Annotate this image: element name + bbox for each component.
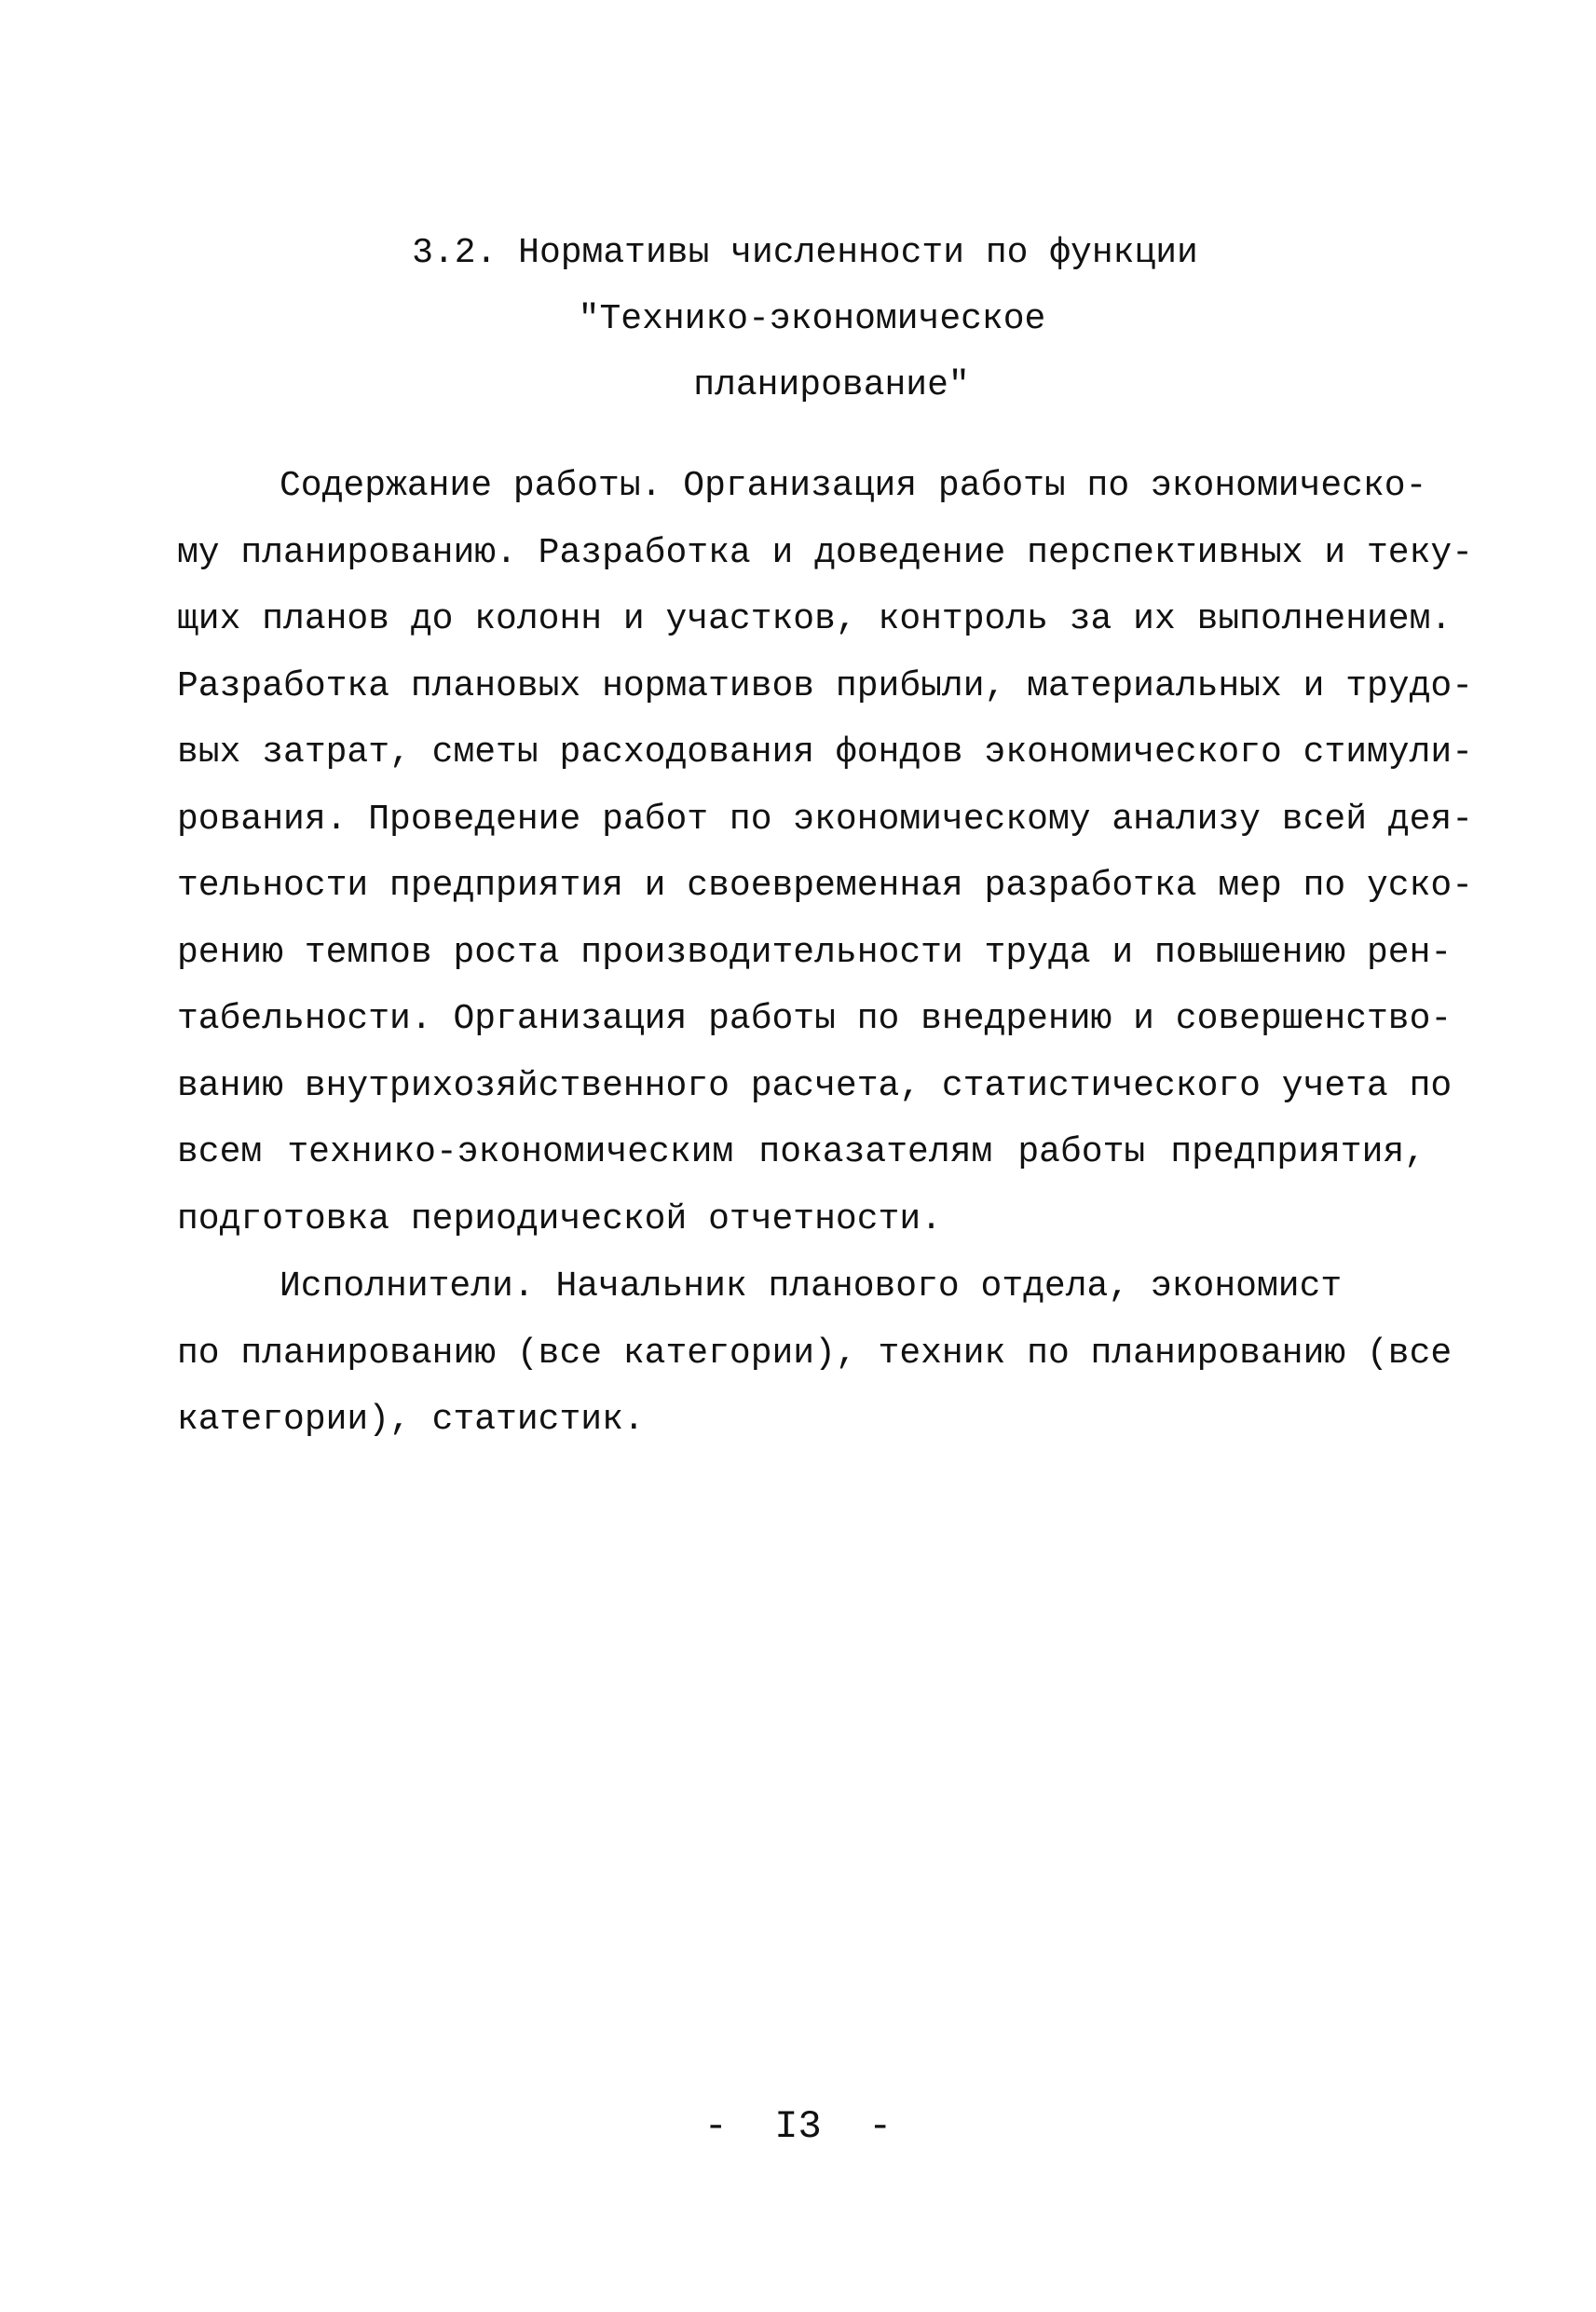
paragraph-line: рования. Проведение работ по экономическому анализу всей дея- — [177, 799, 1474, 840]
paragraph-line: подготовка периодической отчетности. — [177, 1198, 942, 1239]
paragraph-line: категории), статистик. — [177, 1400, 645, 1440]
work-content-paragraph — [177, 453, 1474, 1252]
paragraph-line: му планированию. Разработка и доведение перспективных и теку- — [177, 532, 1474, 573]
paragraph-line: ванию внутрихозяйственного расчета, статистического учета по — [177, 1065, 1453, 1106]
paragraph-line: Исполнители. Начальник планового отдела, экономист — [280, 1266, 1343, 1306]
paragraph-line: тельности предприятия и своевременная разработка мер по уско- — [177, 866, 1474, 906]
paragraph-line: табельности. Организация работы по внедрению и совершенство- — [177, 999, 1453, 1039]
performers-paragraph — [177, 1253, 1453, 1454]
heading-line: "Технико-экономическое — [578, 299, 1046, 339]
paragraph-line: рению темпов роста производительности труда и повышению рен- — [177, 932, 1453, 973]
heading-line: 3.2. Нормативы численности по функции — [412, 233, 1198, 273]
paragraph-line: вых затрат, сметы расходования фондов экономического стимули- — [177, 732, 1474, 773]
paragraph-line: по планированию (все категории), техник по планированию (все — [177, 1333, 1453, 1374]
paragraph-line: Содержание работы. Организация работы по экономическо- — [280, 466, 1427, 506]
page-number: - I3 - — [703, 2104, 893, 2149]
paragraph-line: Разработка плановых нормативов прибыли, материальных и трудо- — [177, 665, 1474, 706]
paragraph-line: щих планов до колонн и участков, контроль за их выполнением. — [177, 599, 1453, 639]
section-heading — [0, 220, 1596, 418]
paragraph-line: всем технико-экономическим показателям работы предприятия, — [177, 1132, 1425, 1172]
heading-line: планирование" — [693, 365, 970, 405]
